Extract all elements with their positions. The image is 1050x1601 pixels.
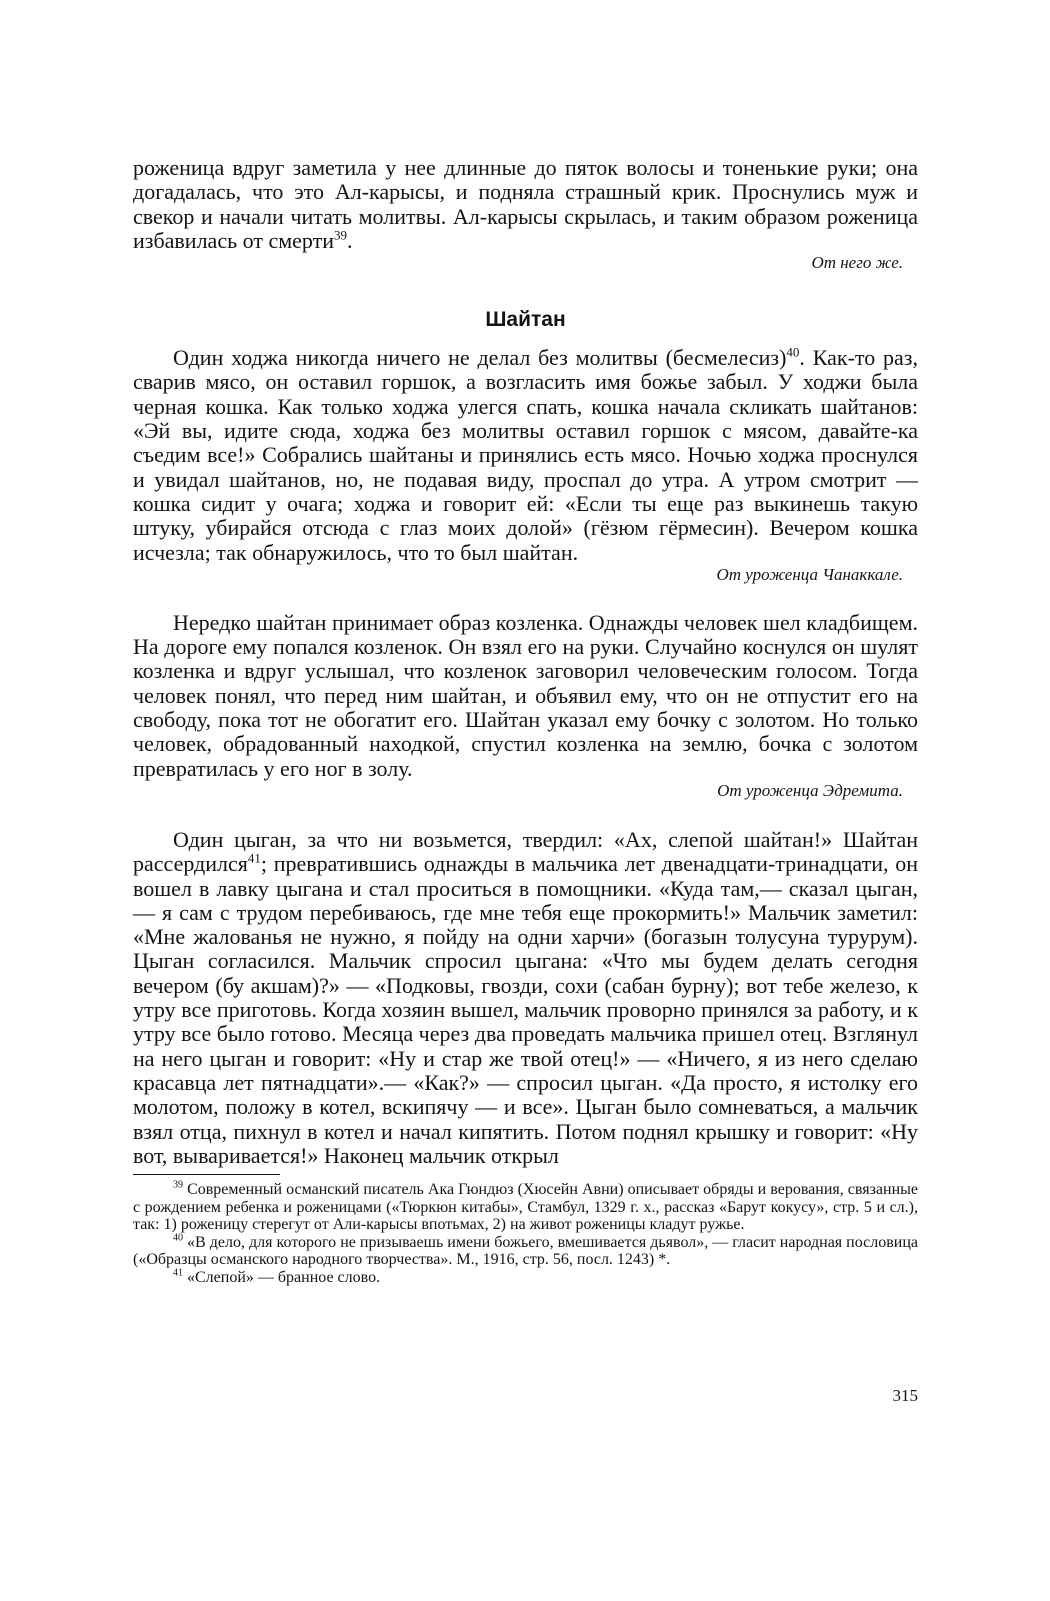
footnote-ref-40: 40 — [786, 344, 800, 360]
story-text: ; превратившись однажды в мальчика лет двенадцати-тринадцати, он вошел в лавку цыгана и стал проситься в помощники. «Куда там,— сказал цыган,— я сам с трудом перебиваюсь, где мне тебя еще прокормить!» Мальчик заметил: «Мне жалованья не нужно, я пойду на одни харчи» (богазын толусуна турурум). Цыган согласился. Мальчик спросил цыгана: «Что мы будем делать сегодня вечером (бу акшам)?» — «Подковы, гвозди, сохи (сабан бурну); вот тебе железо, к утру все приготовь. Когда хозяин вышел, мальчик проворно принялся за работу, и к утру все было готово. Месяца через два проведать мальчика пришел отец. Взглянул на него цыган и говорит: «Ну и стар же твой отец!» — «Ничего, я из него сделаю красавца лет пятнадцати».— «Как?» — спросил цыган. «Да просто, я истолку его молотом, положу в котел, вскипячу — и все». Цыган было сомневаться, а мальчик взял отца, пихнул в котел и начал кипятить. Потом поднял крышку и говорит: «Ну вот, вываривается!» Наконец мальчик открыл — [133, 851, 918, 1168]
footnote-number: 39 — [173, 1179, 183, 1191]
source-attribution: От него же. — [811, 253, 903, 273]
footnote-ref-41: 41 — [247, 850, 261, 866]
footnote — [133, 1181, 918, 1234]
footnote-number: 41 — [173, 1267, 183, 1279]
page-body — [133, 156, 918, 1286]
footnote — [133, 1234, 918, 1269]
section-title: Шайтан — [485, 308, 566, 332]
footnote-divider — [133, 1174, 280, 1175]
footnote-ref-39: 39 — [334, 227, 347, 243]
opening-paragraph: роженица вдруг заметила у нее длинные до пяток волосы и тоненькие руки; она догадалась, что это Ал-карысы, и подняла страшный крик. Проснулись муж и свекор и начали читать молитвы. Ал-карысы скрылась, и таким образом роженица избавилась от смерти$^{39}$. — [133, 155, 918, 253]
story-paragraph — [133, 828, 918, 1168]
story-paragraph — [133, 346, 918, 565]
footnote — [133, 1269, 918, 1287]
story-text: Один ходжа никогда ничего не делал без молитвы (бесмелесиз) — [173, 345, 787, 371]
story-text: Один цыган, за что ни возьмется, твердил: «Ах, слепой шайтан!» Шайтан рассердился — [133, 826, 918, 877]
footnote-text: «Слепой» — бранное слово. — [187, 1268, 381, 1286]
story-text: . Как-то раз, сварив мясо, он оставил горшок, а возгласить имя божье забыл. У ходжи была черная кошка. Как только ходжа улегся спать, кошка начала скликать шайтанов: «Эй вы, идите сюда, ходжа без молитвы оставил горшок с мясом, давайте-ка съедим все!» Собрались шайтаны и принялись есть мясо. Ночью ходжа проснулся и увидал шайтанов, но, не подавая виду, проспал до утра. А утром смотрит — кошка сидит у очага; ходжа и говорит ей: «Если ты еще раз выкинешь такую штуку, убирайся отсюда с глаз моих долой» (гёзюм гёрмесин). Вечером кошка исчезла; так обнаружилось, что то был шайтан. — [133, 345, 918, 565]
footnote-text: «В дело, для которого не призываешь имени божьего, вмешивается дьявол», — гласит народная пословица («Образцы османского народного творчества». М., 1916, стр. 56, посл. 1243) *. — [133, 1233, 918, 1269]
source-attribution: От уроженца Чанаккале. — [716, 564, 903, 584]
footnote-text: Современный османский писатель Ака Гюндюз (Хюсейн Авни) описывает обряды и верования, связанные с рождением ребенка и роженицами («Тюркюн китабы», Стамбул, 1329 г. х., рассказ «Барут кокусу», стр. 5 и сл.), так: 1) роженицу стерегут от Али-карысы впотьмах, 2) на живот роженицы кладут ружье. — [133, 1181, 919, 1234]
footnote-number: 40 — [173, 1232, 183, 1244]
source-attribution: От уроженца Эдремита. — [717, 780, 903, 800]
page-number: 315 — [892, 1386, 918, 1405]
story-paragraph: Нередко шайтан принимает образ козленка. Однажды человек шел кладбищем. На дороге ему попался козленок. Он взял его на руки. Случайно коснулся он шулят козленка и вдруг услышал, что козленок заговорил человеческим голосом. Тогда человек понял, что перед ним шайтан, и объявил ему, что он не отпустит его на свободу, пока тот не обогатит его. Шайтан указал ему бочку с золотом. Но только человек, обрадованный находкой, спустил козленка на землю, бочка с золотом превратилась у его ног в золу. — [133, 609, 918, 781]
opening-text: роженица вдруг заметила у нее длинные до пяток волосы и тоненькие руки; она догадалась, что это Ал-карысы, и подняла страшный крик. Проснулись муж и свекор и начали читать молитвы. Ал-карысы скрылась, и таким образом роженица избавилась от смерти — [133, 155, 918, 253]
